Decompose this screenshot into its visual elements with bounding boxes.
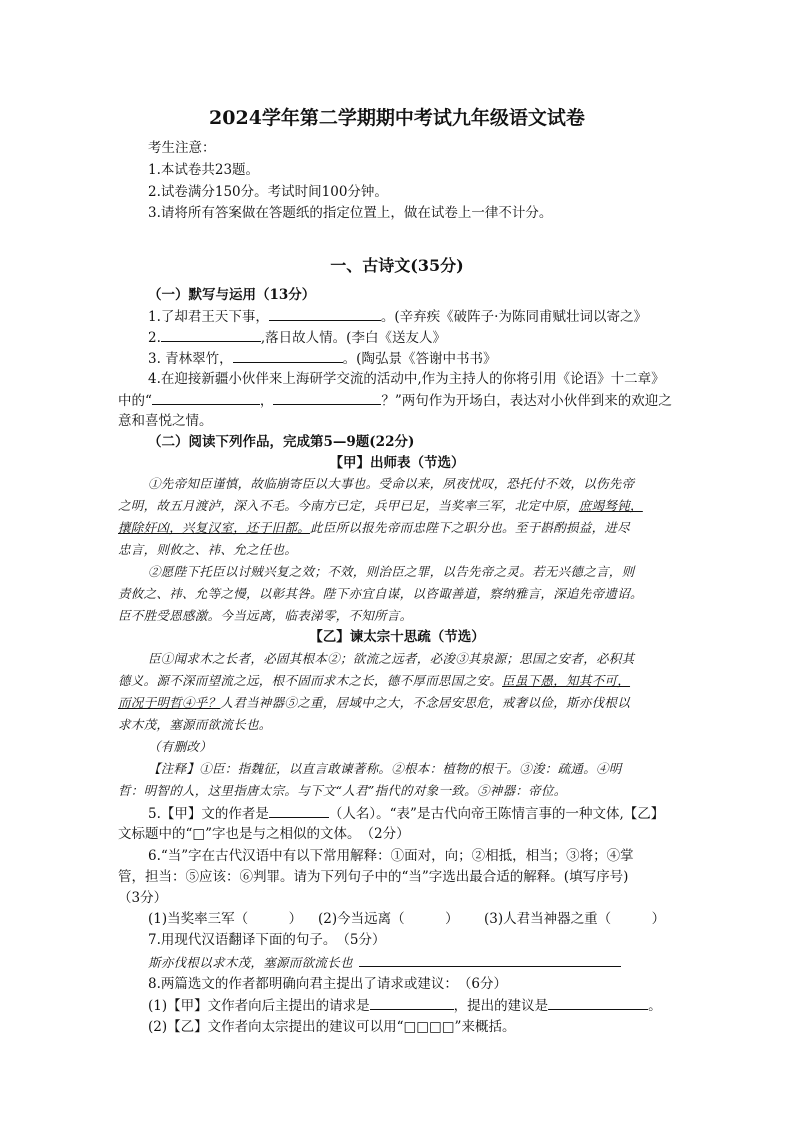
notice-heading: 考生注意： — [148, 140, 216, 156]
answer-blank[interactable] — [152, 390, 260, 405]
passage-line: 攘除奸凶，兴复汉室，还于旧都。此臣所以报先帝而忠陛下之职分也。至于斟酌损益，进尽 — [118, 520, 631, 535]
passage-line: 德义。源不深而望流之远，根不固而求木之长，德不厚而思国之安。臣虽下愚，知其不可， — [118, 673, 631, 688]
question-7-sentence: 斯亦伐根以求木茂，塞源而欲流长也 — [148, 952, 621, 973]
question-5: 5.【甲】文的作者是 （人名）。“表”是古代向帝王陈情言事的一种文体,【乙】 — [148, 803, 664, 824]
passage-line: 责攸之、祎、允等之慢，以彰其咎。陛下亦宜自谋，以咨诹善道，察纳雅言，深追先帝遗诏。 — [118, 586, 643, 601]
answer-blank[interactable] — [269, 803, 329, 818]
notice-item: 3.请将所有答案做在答题纸的指定位置上，做在试卷上一律不计分。 — [148, 205, 553, 221]
passage-line: 而况于明哲④乎？人君当神器⑤之重，居域中之大，不念居安思危，戒奢以俭，斯亦伐根以 — [118, 695, 631, 710]
notice-item: 1.本试卷共23题。 — [148, 162, 260, 178]
question-1: 1.了却君王天下事， 。(辛弃疾《破阵子·为陈同甫赋壮词以寄之》 — [148, 306, 647, 327]
underlined-sentence: 庶竭驽钝， — [578, 498, 643, 513]
answer-blank[interactable] — [370, 995, 454, 1010]
exam-title: 2024学年第二学期期中考试九年级语文试卷 — [209, 107, 585, 129]
question-6: 6.“当”字在古代汉语中有以下常用解释：①面对，向；②相抵，相当；③将；④掌 — [148, 848, 634, 864]
question-6-line: 管，担当：⑤应该：⑥判罪。请为下列句子中的“当”字选出最合适的解释。(填写序号) — [118, 869, 629, 885]
answer-blank[interactable] — [359, 952, 621, 967]
answer-blank[interactable] — [548, 995, 648, 1010]
question-6-option[interactable]: (3)人君当神器之重（ ） — [484, 911, 666, 927]
underlined-sentence: 而况于明哲④乎？ — [118, 695, 221, 710]
question-8-2: (2)【乙】文作者向太宗提出的建议可以用“□□□□”来概括。 — [148, 1019, 516, 1035]
question-6-line: （3分） — [118, 890, 168, 906]
answer-blank[interactable] — [269, 306, 381, 321]
question-7: 7.用现代汉语翻译下面的句子。 （5分） — [148, 932, 386, 948]
source-note: （有删改） — [148, 739, 213, 754]
part-heading: （二）阅读下列作品，完成第5—9题(22分) — [148, 434, 415, 450]
question-5-line: 文标题中的“□”字也是与之相似的文体。 （2分） — [118, 826, 410, 842]
part-heading: （一）默写与运用（13分） — [148, 287, 316, 303]
passage-line: 臣不胜受恩感激。今当远离，临表涕零，不知所言。 — [118, 608, 413, 623]
answer-blank[interactable] — [161, 327, 261, 342]
passage-title-yi: 【乙】谏太宗十思疏（节选） — [309, 629, 485, 645]
passage-line: 之明，故五月渡泸，深入不毛。今南方已定，兵甲已足，当奖率三军，北定中原，庶竭驽钝， — [118, 498, 643, 513]
underlined-sentence: 攘除奸凶，兴复汉室，还于旧都。 — [118, 520, 311, 535]
annotation-line: 哲：明智的人，这里指唐太宗。与下文“人君”指代的对象一致。⑤神器：帝位。 — [118, 783, 567, 798]
notice-item: 2.试卷满分150分。考试时间100分钟。 — [148, 184, 388, 200]
passage-line: 忠言，则攸之、祎、允之任也。 — [118, 542, 298, 557]
question-4: 4.在迎接新疆小伙伴来上海研学交流的活动中,作为主持人的你将引用《论语》十二章》 — [148, 371, 665, 387]
passage-line: 臣①闻求木之长者，必固其根本②；欲流之远者，必浚③其泉源；思国之安者，必积其 — [148, 651, 635, 666]
question-6-option[interactable]: (1)当奖率三军（ ） — [148, 911, 303, 927]
underlined-sentence: 臣虽下愚，知其不可， — [502, 673, 631, 688]
question-8-1: (1)【甲】文作者向后主提出的请求是 ，提出的建议是 。 — [148, 995, 662, 1016]
question-3: 3. 青林翠竹， 。(陶弘景《答谢中书书》 — [148, 348, 496, 369]
question-8: 8.两篇选文的作者都明确向君主提出了请求或建议： （6分） — [148, 976, 507, 992]
question-4-line: 中的“ ， ？”两句作为开场白，表达对小伙伴到来的欢迎之 — [118, 390, 672, 411]
passage-line: ①先帝知臣谨慎，故临崩寄臣以大事也。受命以来，夙夜忧叹，恐托付不效，以伤先帝 — [148, 476, 635, 491]
section-heading: 一、古诗文(35分) — [330, 256, 464, 275]
question-2: 2. ,落日故人情。(李白《送友人》 — [148, 327, 446, 348]
annotation-line: 【注释】①臣：指魏征，以直言敢谏著称。②根本：植物的根干。③浚：疏通。④明 — [148, 761, 622, 776]
passage-line: 求木茂，塞源而欲流长也。 — [118, 717, 272, 732]
passage-line: ②愿陛下托臣以讨贼兴复之效；不效，则治臣之罪，以告先帝之灵。若无兴德之言，则 — [148, 564, 635, 579]
answer-blank[interactable] — [233, 348, 343, 363]
answer-blank[interactable] — [273, 390, 381, 405]
question-4-line: 意和喜悦之情。 — [118, 413, 213, 429]
question-6-option[interactable]: (2)今当远离（ ） — [318, 911, 459, 927]
passage-title-jia: 【甲】出师表（节选） — [329, 455, 465, 471]
